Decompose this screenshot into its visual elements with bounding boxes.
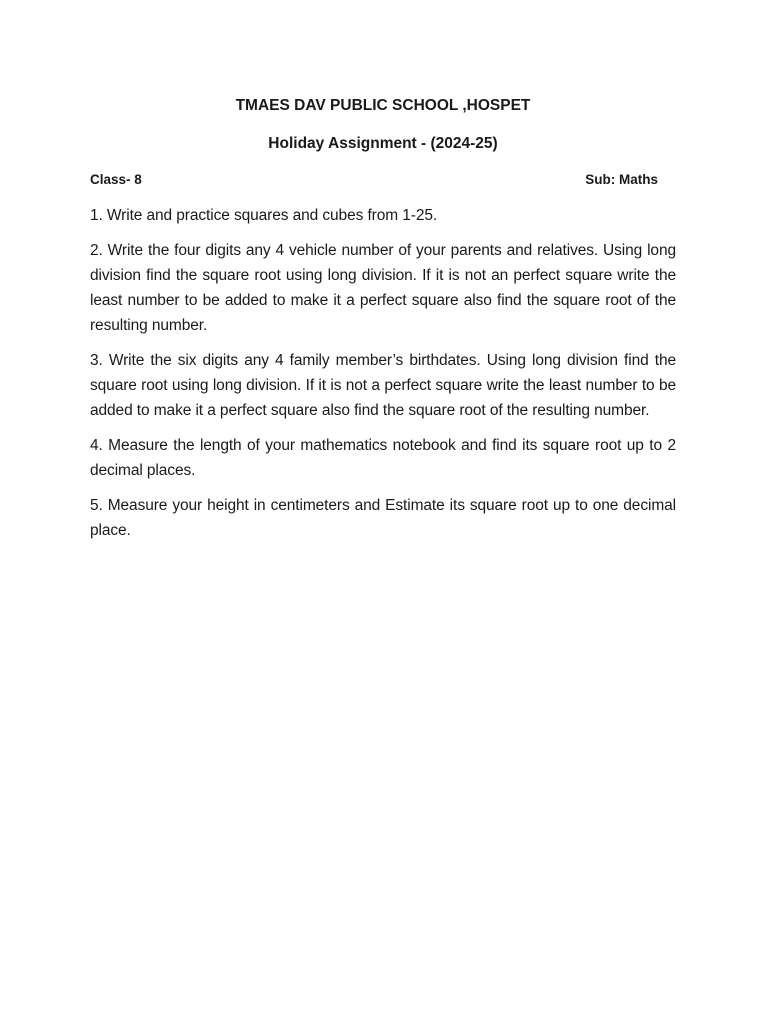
school-name: TMAES DAV PUBLIC SCHOOL ,HOSPET <box>235 97 531 114</box>
question-list <box>90 203 676 543</box>
question-5: 5. Measure your height in centimeters and Estimate its square root up to one decimal place. <box>90 497 676 539</box>
assignment-title: Holiday Assignment - (2024-25) <box>268 135 498 152</box>
question-2: 2. Write the four digits any 4 vehicle number of your parents and relatives. Using long division find the square root using long division. If it is not an perfect square write the least number to be added to make it a perfect square also find the square root of the resulting number. <box>90 242 676 334</box>
class-label: Class- 8 <box>90 172 142 187</box>
question-4: 4. Measure the length of your mathematics notebook and find its square root up to 2 decimal places. <box>90 437 676 479</box>
question-1: 1. Write and practice squares and cubes from 1-25. <box>90 207 438 224</box>
class-subject-row <box>90 171 676 189</box>
document-page <box>90 96 676 553</box>
subject-label: Sub: Maths <box>585 172 658 187</box>
question-3: 3. Write the six digits any 4 family member’s birthdates. Using long division find the square root using long division. If it is not a perfect square write the least number to be added to make it a perfect square also find the square root of the resulting number. <box>90 352 676 419</box>
